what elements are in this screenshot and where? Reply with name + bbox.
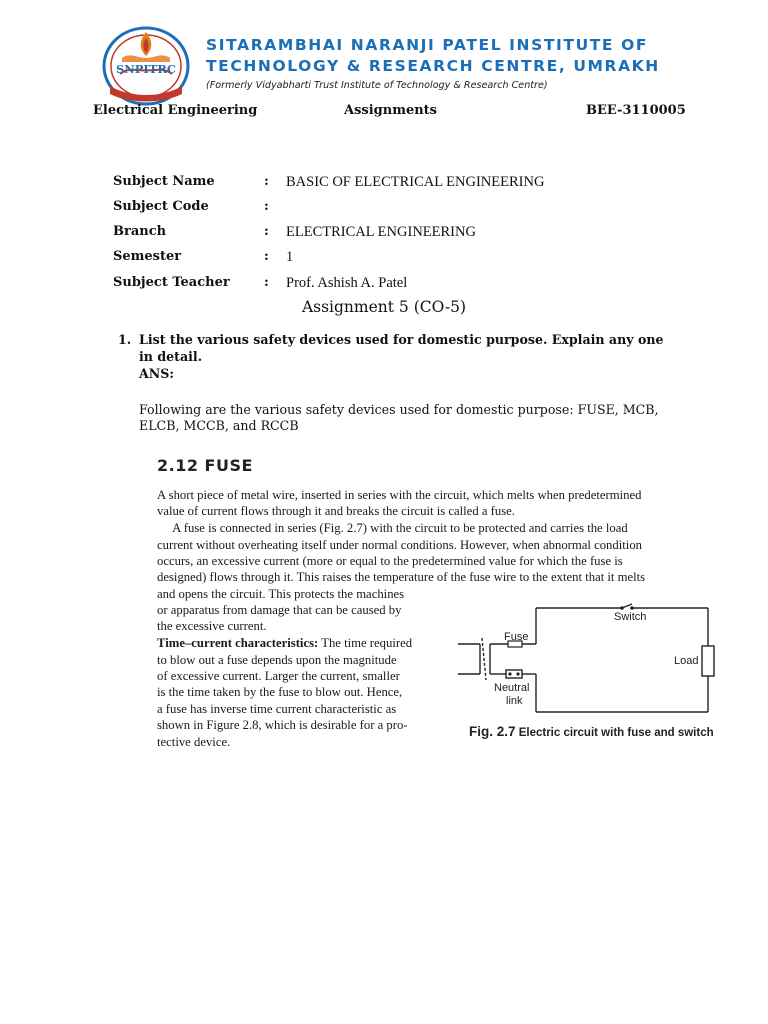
header-doc-type: Assignments	[344, 103, 438, 118]
excerpt-line: of excessive current. Larger the current, smaller	[157, 669, 400, 683]
tc-label: Time–current characteristics:	[157, 636, 319, 650]
excerpt-line: or apparatus from damage that can be caused by	[157, 603, 402, 617]
excerpt-line: A short piece of metal wire, inserted in series with the circuit, which melts when predetermined	[157, 488, 642, 502]
excerpt-line: value of current flows through it and breaks the circuit is called a fuse.	[157, 504, 515, 518]
row-separator: :	[264, 224, 269, 239]
row-label: Subject Teacher	[113, 275, 230, 290]
question-text-line1: List the various safety devices used for domestic purpose. Explain any one	[139, 332, 664, 347]
excerpt-line: the excessive current.	[157, 619, 267, 633]
excerpt-line: to blow out a fuse depends upon the magnitude	[157, 653, 397, 667]
excerpt-line: current without overheating itself under normal conditions. However, when abnormal condition	[157, 538, 643, 552]
institute-former-name: (Formerly Vidyabharti Trust Institute of Technology & Research Centre)	[206, 80, 548, 91]
header-course-code: BEE-3110005	[586, 103, 686, 118]
row-separator: :	[264, 249, 269, 264]
label-neutral-line1: Neutral	[494, 682, 530, 694]
tc-first-text: The time required	[318, 636, 413, 650]
logo-text: SNPITRC	[115, 62, 177, 76]
answer-text-line1: Following are the various safety devices used for domestic purpose: FUSE, MCB,	[139, 402, 659, 417]
row-separator: :	[264, 174, 269, 189]
question-number: 1.	[118, 332, 132, 347]
excerpt-line: tective device.	[157, 735, 231, 749]
figure-caption	[469, 724, 714, 739]
excerpt-line: designed) flows through it. This raises the temperature of the fuse wire to the extent that it melts	[157, 570, 646, 584]
fuse-circuit-diagram	[456, 598, 720, 723]
assignment-title: Assignment 5 (CO-5)	[301, 298, 467, 316]
excerpt-line: a fuse has inverse time current characteristic as	[157, 702, 397, 716]
answer-text-line2: ELCB, MCCB, and RCCB	[139, 418, 299, 433]
label-neutral-line2: link	[506, 695, 523, 707]
answer-label: ANS:	[139, 366, 175, 381]
row-label: Subject Name	[113, 174, 215, 189]
label-fuse: Fuse	[504, 631, 529, 643]
question-text-line2: in detail.	[139, 349, 203, 364]
excerpt-line: is the time taken by the fuse to blow out. Hence,	[157, 685, 403, 699]
row-value: 1	[286, 249, 294, 265]
figure-number: Fig. 2.7	[469, 724, 516, 739]
label-load: Load	[674, 655, 699, 667]
figure-caption-text: Electric circuit with fuse and switch	[518, 727, 714, 739]
institute-name-line2: TECHNOLOGY & RESEARCH CENTRE, UMRAKH	[206, 57, 660, 75]
institute-logo	[100, 22, 192, 106]
tc-first-line	[157, 635, 412, 651]
excerpt-line: A fuse is connected in series (Fig. 2.7) with the circuit to be protected and carries the load	[157, 521, 628, 535]
excerpt-heading: 2.12 FUSE	[157, 456, 253, 475]
institute-name-line1: SITARAMBHAI NARANJI PATEL INSTITUTE OF	[206, 36, 649, 54]
excerpt-line: occurs, an excessive current (more or equal to the predetermined value for which the fuse is	[157, 554, 623, 568]
excerpt-line: shown in Figure 2.8, which is desirable for a pro-	[157, 718, 408, 732]
label-switch: Switch	[614, 611, 647, 623]
excerpt-line: and opens the circuit. This protects the machines	[157, 587, 405, 601]
row-value: ELECTRICAL ENGINEERING	[286, 224, 476, 240]
header-department: Electrical Engineering	[93, 103, 258, 118]
row-label: Semester	[113, 249, 182, 264]
row-value: BASIC OF ELECTRICAL ENGINEERING	[286, 174, 545, 190]
row-label: Branch	[113, 224, 167, 239]
row-value: Prof. Ashish A. Patel	[286, 275, 408, 291]
row-label: Subject Code	[113, 199, 209, 214]
row-separator: :	[264, 199, 269, 214]
row-separator: :	[264, 275, 269, 290]
